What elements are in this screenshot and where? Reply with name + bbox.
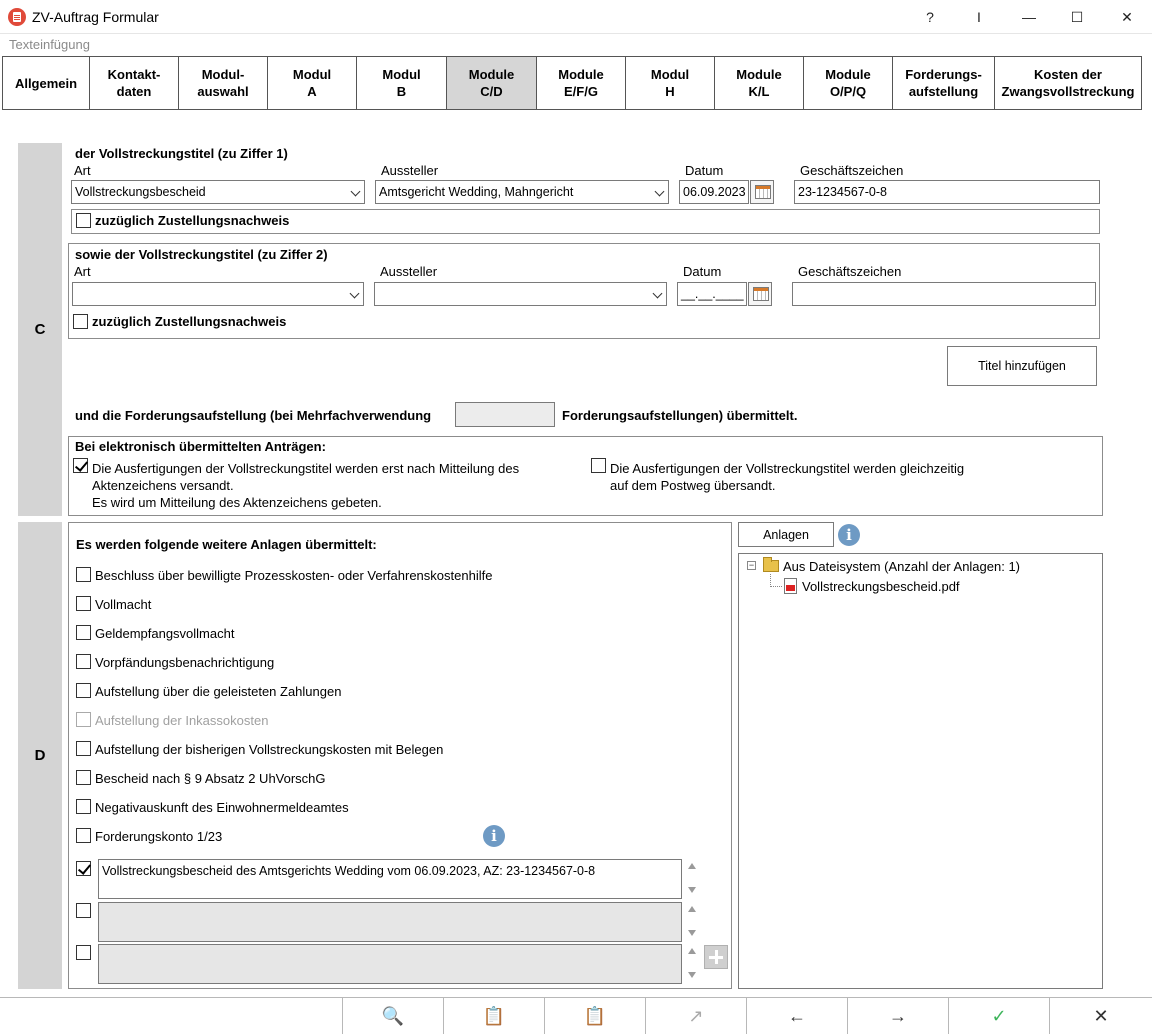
option1-line2: Aktenzeichens versandt.: [92, 478, 234, 493]
title2-datum-input[interactable]: __.__.____: [677, 282, 747, 306]
freetext-1-input[interactable]: Vollstreckungsbescheid des Amtsgerichts Wedding vom 06.09.2023, AZ: 23-1234567-0-8: [98, 859, 682, 899]
option2-line1: Die Ausfertigungen der Vollstreckungstitel werden gleichzeitig: [610, 461, 965, 476]
title2-calendar-button[interactable]: [748, 282, 772, 306]
chevron-down-icon: [655, 187, 665, 197]
anlage-checkbox-zahlungen[interactable]: [76, 683, 91, 698]
anlage-checkbox-geldempfang[interactable]: [76, 625, 91, 640]
chevron-down-icon: [350, 289, 360, 299]
help-button[interactable]: ?: [926, 9, 934, 25]
title1-zustellung-label: zuzüglich Zustellungsnachweis: [95, 213, 290, 228]
option-nach-mitteilung-checkbox[interactable]: [73, 458, 88, 473]
title2-geschaeftszeichen-label: Geschäftszeichen: [798, 264, 902, 279]
title2-heading: sowie der Vollstreckungstitel (zu Ziffer 2): [75, 247, 328, 262]
title1-art-combo[interactable]: [71, 180, 365, 204]
forderung-text-end: Forderungsaufstellungen) übermittelt.: [562, 408, 798, 423]
tab-modul-b[interactable]: Modul B: [356, 56, 447, 110]
tree-connector: [770, 586, 782, 587]
minimize-button[interactable]: —: [1022, 9, 1036, 25]
anlage-label-negativauskunft: Negativauskunft des Einwohnermeldeamtes: [95, 800, 349, 815]
mehrfachverwendung-input[interactable]: [455, 402, 555, 427]
search-button[interactable]: [342, 998, 443, 1034]
title1-art-value: Vollstreckungsbescheid: [75, 185, 206, 199]
titel-hinzufuegen-button[interactable]: Titel hinzufügen: [947, 346, 1097, 386]
freetext-2-scroll-up-icon[interactable]: [688, 906, 696, 912]
freetext-1-scroll-up-icon[interactable]: [688, 863, 696, 869]
menu-texteinfuegung[interactable]: Texteinfügung: [9, 37, 90, 52]
anlage-label-vorpfaendung: Vorpfändungsbenachrichtigung: [95, 655, 275, 670]
chevron-down-icon: [653, 289, 663, 299]
arrow-right-icon: →: [889, 1005, 907, 1026]
title2-zustellung-label: zuzüglich Zustellungsnachweis: [92, 314, 287, 329]
freetext-2-scroll-down-icon[interactable]: [688, 930, 696, 936]
anlage-label-vollmacht: Vollmacht: [95, 597, 152, 612]
tab-module-cd[interactable]: Module C/D: [446, 56, 537, 110]
title1-zustellung-checkbox[interactable]: [76, 213, 91, 228]
tab-modulauswahl[interactable]: Modul- auswahl: [178, 56, 268, 110]
arrow-left-icon: ←: [788, 1005, 806, 1026]
paste-disabled-button: [443, 998, 544, 1034]
anlage-label-vollstreckungskosten: Aufstellung der bisherigen Vollstreckungskosten mit Belegen: [95, 742, 444, 757]
anlage-label-forderungskonto: Forderungskonto 1/23: [95, 829, 223, 844]
tab-kosten-zwangsvollstreckung[interactable]: Kosten der Zwangsvollstreckung: [994, 56, 1142, 110]
cancel-button[interactable]: [1049, 998, 1152, 1034]
option2-line2: auf dem Postweg übersandt.: [610, 478, 776, 493]
datum-label: Datum: [685, 163, 724, 178]
tab-kontaktdaten[interactable]: Kontakt- daten: [89, 56, 179, 110]
tab-forderungsaufstellung[interactable]: Forderungs- aufstellung: [892, 56, 995, 110]
export-icon: ↗: [688, 1005, 704, 1026]
anlage-checkbox-vollstreckungskosten[interactable]: [76, 741, 91, 756]
close-icon: ✕: [1093, 1005, 1109, 1026]
option-nach-mitteilung-label: [92, 460, 519, 511]
tree-child-label[interactable]: Vollstreckungsbescheid.pdf: [802, 579, 960, 594]
art-label: Art: [74, 163, 91, 178]
forward-button[interactable]: [847, 998, 948, 1034]
title1-heading: der Vollstreckungstitel (zu Ziffer 1): [75, 146, 288, 161]
title2-geschaeftszeichen-input[interactable]: [792, 282, 1096, 306]
freetext-2-input[interactable]: [98, 902, 682, 942]
clipboard-document-icon: 📋: [583, 1005, 607, 1026]
maximize-button[interactable]: ☐: [1070, 9, 1084, 25]
freetext-3-input[interactable]: [98, 944, 682, 984]
anlage-checkbox-negativauskunft[interactable]: [76, 799, 91, 814]
anlagen-info-icon[interactable]: i: [838, 524, 860, 546]
calendar-icon: [753, 287, 769, 301]
title1-aussteller-combo[interactable]: [375, 180, 669, 204]
title2-aussteller-combo[interactable]: [374, 282, 667, 306]
back-button[interactable]: [746, 998, 847, 1034]
pdf-file-icon: [784, 578, 797, 594]
anlage-label-zahlungen: Aufstellung über die geleisteten Zahlungen: [95, 684, 342, 699]
chevron-down-icon: [351, 187, 361, 197]
anlage-label-geldempfang: Geldempfangsvollmacht: [95, 626, 235, 641]
anlage-checkbox-forderungskonto[interactable]: [76, 828, 91, 843]
window-title: ZV-Auftrag Formular: [32, 9, 159, 25]
anlage-label-pkh: Beschluss über bewilligte Prozesskosten- oder Verfahrenskostenhilfe: [95, 568, 493, 583]
anlage-label-uhvorschg: Bescheid nach § 9 Absatz 2 UhVorschG: [95, 771, 326, 786]
folder-open-icon: [763, 560, 779, 572]
option1-line1: Die Ausfertigungen der Vollstreckungstitel werden erst nach Mitteilung des: [92, 461, 520, 476]
section-d-bar: D: [18, 522, 62, 989]
forderung-text-start: und die Forderungsaufstellung (bei Mehrfachverwendung: [75, 408, 432, 423]
section-c-bar: C: [18, 143, 62, 516]
freetext-3-checkbox[interactable]: [76, 945, 91, 960]
tab-module-kl[interactable]: Module K/L: [714, 56, 804, 110]
anlagen-button[interactable]: Anlagen: [738, 522, 834, 547]
elektronisch-heading: Bei elektronisch übermittelten Anträgen:: [75, 439, 326, 454]
calendar-icon: [755, 185, 771, 199]
title2-zustellung-checkbox[interactable]: [73, 314, 88, 329]
anlagen-heading: Es werden folgende weitere Anlagen übermittelt:: [76, 537, 377, 552]
close-window-button[interactable]: ✕: [1121, 9, 1133, 25]
anlage-checkbox-uhvorschg[interactable]: [76, 770, 91, 785]
title2-art-label: Art: [74, 264, 91, 279]
geschaeftszeichen-label: Geschäftszeichen: [800, 163, 904, 178]
title1-datum-input[interactable]: 06.09.2023: [679, 180, 749, 204]
title1-calendar-button[interactable]: [750, 180, 774, 204]
anlage-label-inkasso: Aufstellung der Inkassokosten: [95, 713, 269, 728]
app-form-icon: [8, 8, 26, 26]
tree-collapse-icon[interactable]: −: [748, 560, 755, 570]
search-icon: 🔍: [381, 1005, 405, 1026]
anlagen-tree: [738, 553, 1103, 989]
text-cursor-button[interactable]: I: [977, 9, 981, 25]
checkmark-icon: ✓: [991, 1005, 1007, 1026]
add-freetext-plus-icon[interactable]: [704, 945, 728, 969]
title2-datum-label: Datum: [683, 264, 722, 279]
freetext-2-checkbox[interactable]: [76, 903, 91, 918]
export-disabled-button: [645, 998, 746, 1034]
freetext-1-checkbox[interactable]: [76, 861, 91, 876]
tab-modul-a[interactable]: Modul A: [267, 56, 357, 110]
anlage-checkbox-vollmacht[interactable]: [76, 596, 91, 611]
tab-allgemein[interactable]: Allgemein: [2, 56, 90, 110]
anlage-checkbox-vorpfaendung[interactable]: [76, 654, 91, 669]
aussteller-label: Aussteller: [381, 163, 439, 178]
tab-modul-h[interactable]: Modul H: [625, 56, 715, 110]
title2-aussteller-label: Aussteller: [380, 264, 438, 279]
freetext-1-scroll-down-icon[interactable]: [688, 887, 696, 893]
anlage-checkbox-inkasso: [76, 712, 91, 727]
ok-button[interactable]: [948, 998, 1049, 1034]
tab-module-opq[interactable]: Module O/P/Q: [803, 56, 893, 110]
tab-module-efg[interactable]: Module E/F/G: [536, 56, 626, 110]
forderungskonto-info-icon[interactable]: i: [483, 825, 505, 847]
freetext-3-scroll-up-icon[interactable]: [688, 948, 696, 954]
option1-line3: Es wird um Mitteilung des Aktenzeichens gebeten.: [92, 495, 382, 510]
clipboard-document-button[interactable]: [544, 998, 645, 1034]
title1-aussteller-value: Amtsgericht Wedding, Mahngericht: [379, 185, 574, 199]
freetext-3-scroll-down-icon[interactable]: [688, 972, 696, 978]
anlage-checkbox-pkh[interactable]: [76, 567, 91, 582]
clipboard-disabled-icon: 📋: [482, 1005, 506, 1026]
tree-root-label[interactable]: Aus Dateisystem (Anzahl der Anlagen: 1): [783, 559, 1021, 574]
option-postweg-checkbox[interactable]: [591, 458, 606, 473]
title1-geschaeftszeichen-input[interactable]: 23-1234567-0-8: [794, 180, 1100, 204]
title2-art-combo[interactable]: [72, 282, 364, 306]
option-postweg-label: [610, 460, 964, 494]
